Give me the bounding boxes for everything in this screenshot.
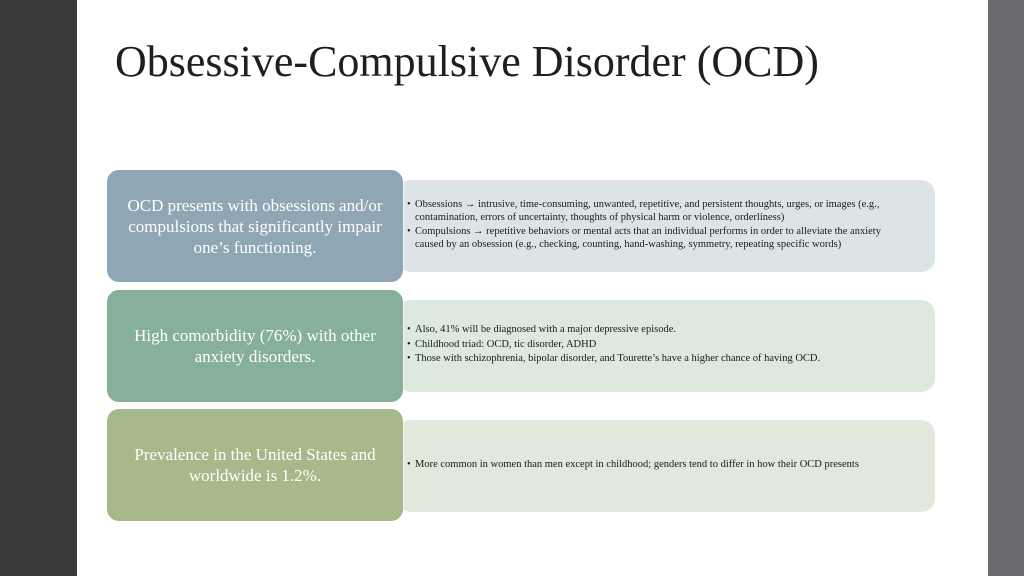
list-item: • More common in women than men except in childhood; genders tend to differ in how their OCD presents <box>407 459 859 472</box>
detail-list-1 <box>397 199 935 253</box>
list-item: • Obsessions → intrusive, time-consuming, unwanted, repetitive, and persistent thoughts, urges, or images (e.g., contamination, errors of uncertainty, thoughts of physical harm or violence, orderliness) <box>407 199 911 224</box>
list-item: • Compulsions → repetitive behaviors or mental acts that an individual performs in order to alleviate the anxiety caused by an obsession (e.g., checking, counting, hand-washing, symmetry, repeating specific words) <box>407 226 911 251</box>
detail-panel-1 <box>397 180 935 272</box>
summary-box-3 <box>107 409 403 521</box>
summary-box-1 <box>107 170 403 282</box>
right-background-band <box>988 0 1024 576</box>
detail-panel-2 <box>397 300 935 392</box>
list-item: • Childhood triad: OCD, tic disorder, ADHD <box>407 339 820 352</box>
summary-box-2 <box>107 290 403 402</box>
summary-text-3: Prevalence in the United States and worldwide is 1.2%. <box>134 445 376 485</box>
slide-title: Obsessive-Compulsive Disorder (OCD) <box>115 37 819 86</box>
detail-list-3 <box>397 459 883 474</box>
detail-panel-3 <box>397 420 935 512</box>
summary-text-2: High comorbidity (76%) with other anxiety disorders. <box>134 326 376 366</box>
left-background-band <box>0 0 77 576</box>
list-item: • Also, 41% will be diagnosed with a major depressive episode. <box>407 324 820 337</box>
slide-canvas <box>77 0 988 576</box>
list-item: • Those with schizophrenia, bipolar disorder, and Tourette’s have a higher chance of having OCD. <box>407 353 820 366</box>
summary-text-1: OCD presents with obsessions and/or compulsions that significantly impair one’s functioning. <box>127 195 383 257</box>
detail-list-2 <box>397 324 844 368</box>
